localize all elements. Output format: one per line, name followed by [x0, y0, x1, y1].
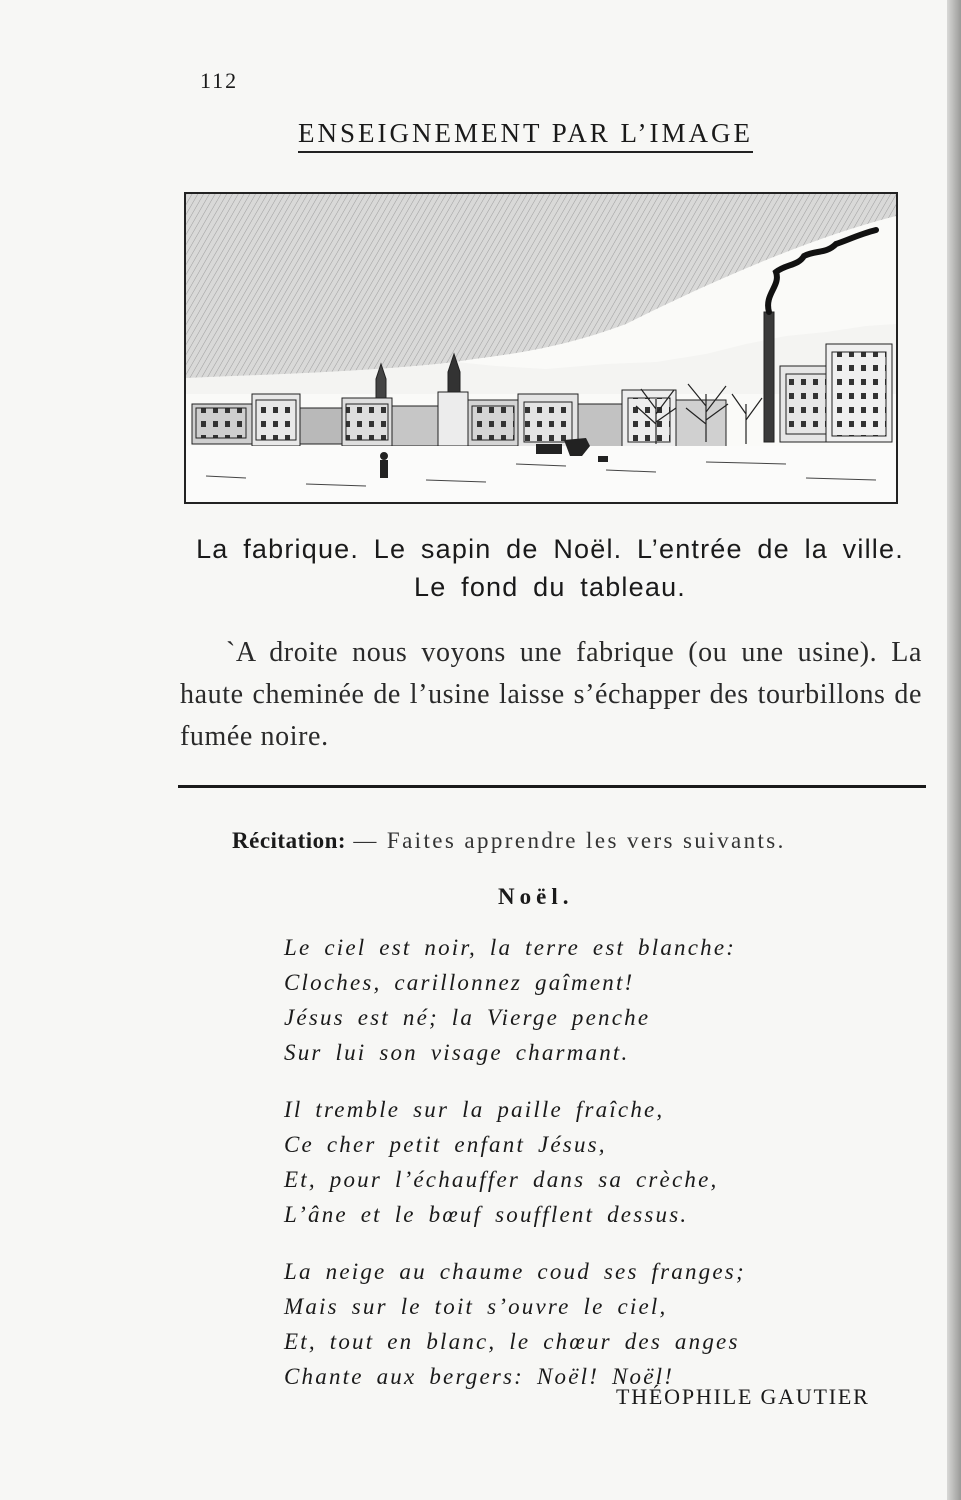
section-separator [178, 785, 926, 788]
poem-line: Ce cher petit enfant Jésus, [284, 1132, 607, 1157]
poem-line: Chante aux bergers: Noël! Noël! [284, 1364, 675, 1389]
page-edge [947, 0, 961, 1500]
poem-body [284, 930, 844, 1416]
recitation-label: Récitation: [232, 828, 347, 853]
poem-line: Le ciel est noir, la terre est blanche: [284, 935, 737, 960]
page-number: 112 [200, 68, 239, 93]
poem-line: Et, tout en blanc, le chœur des anges [284, 1329, 740, 1354]
stanza-3 [284, 1254, 844, 1394]
walking-figure [380, 452, 388, 478]
running-title: ENSEIGNEMENT PAR L’IMAGE [298, 118, 753, 153]
recitation-instruction [232, 828, 872, 854]
illustration-caption: La fabrique. Le sapin de Noël. L’entrée de la ville. Le fond du tableau. [196, 534, 904, 602]
poem-line: La neige au chaume coud ses franges; [284, 1259, 746, 1284]
stanza-2 [284, 1092, 844, 1232]
poem-line: Mais sur le toit s’ouvre le ciel, [284, 1294, 668, 1319]
poem-line: Sur lui son visage charmant. [284, 1040, 630, 1065]
poem-line: Cloches, carillonnez gaîment! [284, 970, 635, 995]
description-paragraph: `A droite nous voyons une fabrique (ou une usine). La haute cheminée de l’usine laisse s’échapper des tourbillons de fumée noire. [180, 637, 922, 752]
middle-town [518, 390, 726, 450]
poem-title: Noël. [498, 884, 574, 909]
poem-line: Et, pour l’échauffer dans sa crèche, [284, 1167, 719, 1192]
illustration-drawing [186, 194, 896, 502]
poem-line: Jésus est né; la Vierge penche [284, 1005, 651, 1030]
recitation-text: — Faites apprendre les vers suivants. [353, 828, 786, 853]
stanza-1 [284, 930, 844, 1070]
illustration-winter-town [184, 192, 898, 504]
poem-line: L’âne et le bœuf soufflent dessus. [284, 1202, 689, 1227]
poem-author: THÉOPHILE GAUTIER [616, 1384, 870, 1409]
poem-line: Il tremble sur la paille fraîche, [284, 1097, 665, 1122]
